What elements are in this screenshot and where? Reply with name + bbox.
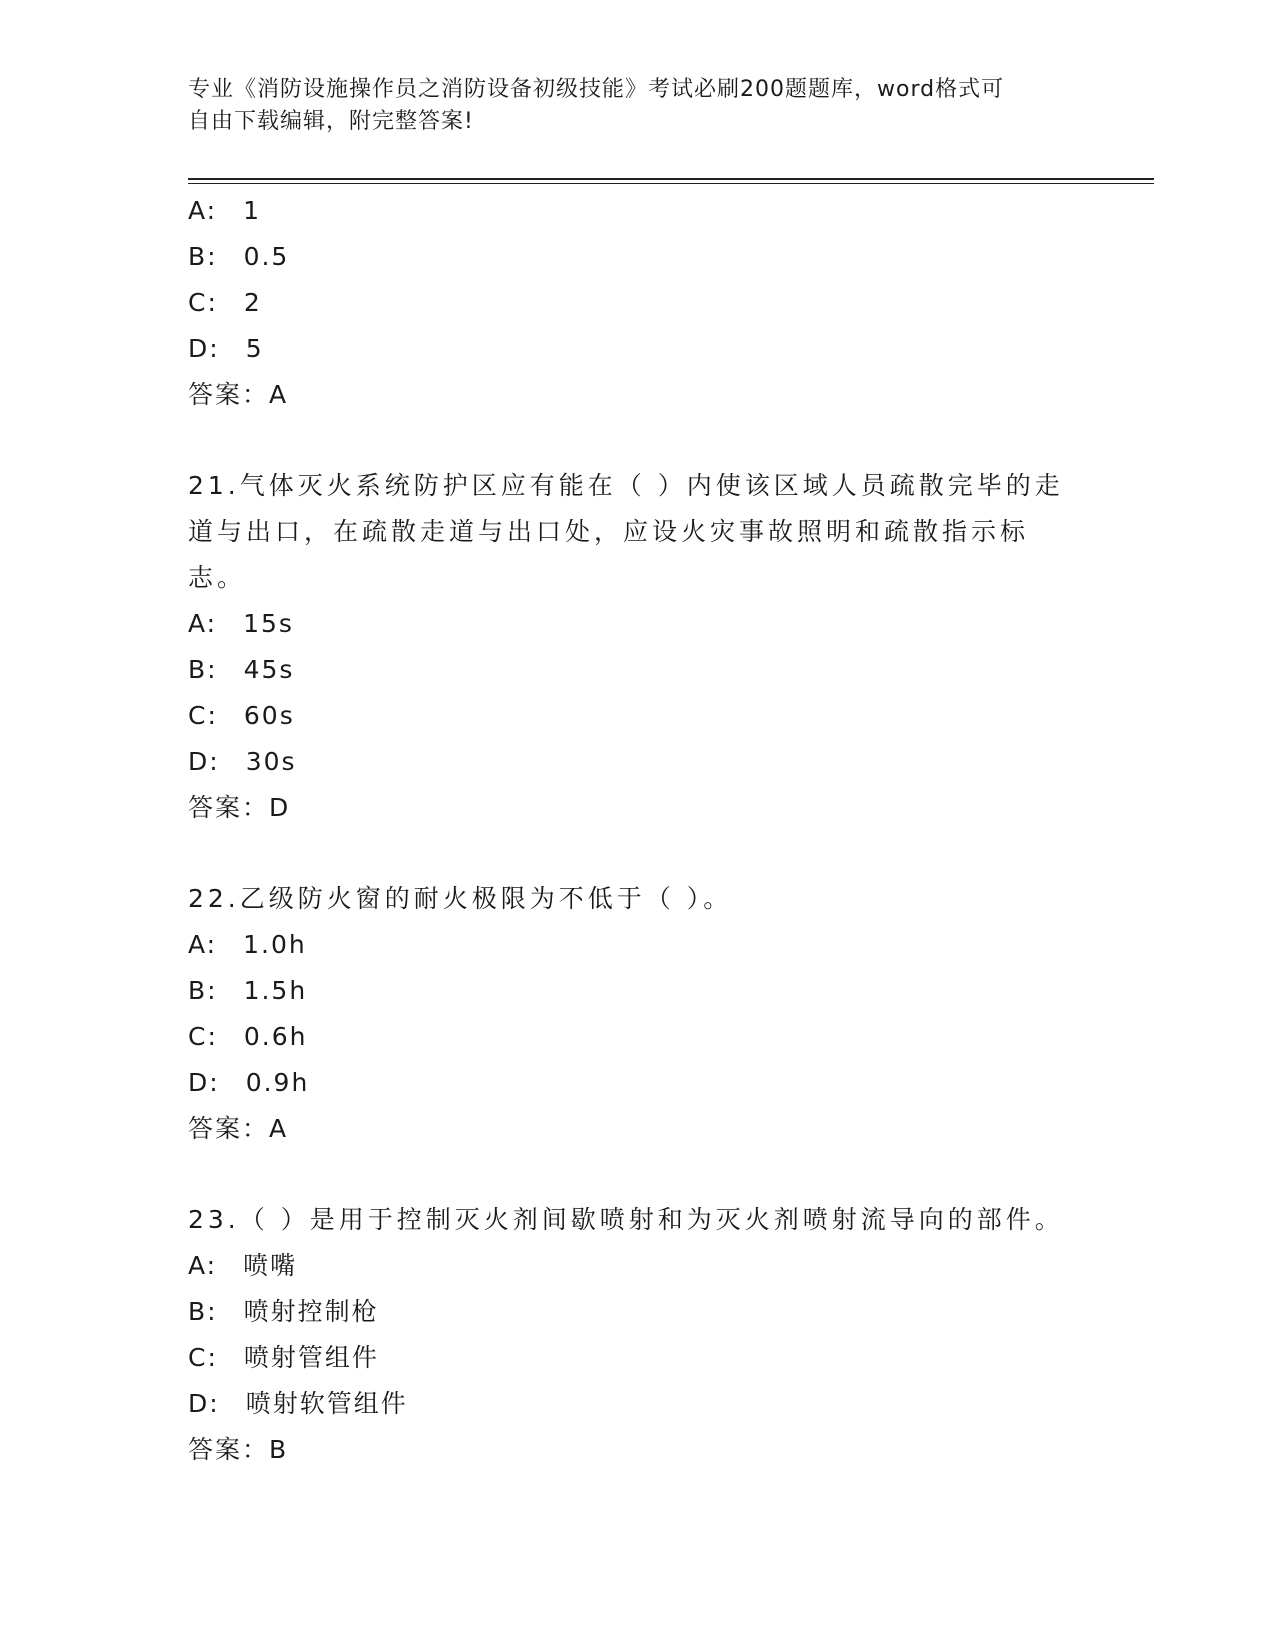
option-key: A: [188, 609, 218, 638]
option-text: 1.5h [243, 976, 308, 1005]
answer-value: A [269, 1114, 288, 1143]
option-text: 喷嘴 [243, 1251, 298, 1280]
answer-line [188, 785, 1088, 831]
answer-line [188, 1427, 1088, 1473]
option-key: A: [188, 1251, 218, 1280]
option-b [188, 647, 1088, 693]
option-key: D: [188, 1389, 220, 1418]
answer-line [188, 372, 1088, 418]
answer-label: 答案： [188, 380, 270, 409]
question-block-22 [188, 876, 1088, 1152]
answer-value: B [269, 1435, 288, 1464]
option-key: A: [188, 930, 218, 959]
question-stem: 22.乙级防火窗的耐火极限为不低于（ ）。 [188, 884, 733, 913]
option-text: 2 [243, 288, 262, 317]
answer-label: 答案： [188, 1114, 270, 1143]
option-a [188, 922, 1088, 968]
option-key: C: [188, 1343, 218, 1372]
answer-label: 答案： [188, 1435, 270, 1464]
option-text: 喷射控制枪 [243, 1297, 379, 1326]
header-divider-thick [188, 178, 1154, 180]
option-key: C: [188, 1022, 218, 1051]
header-divider-thin [188, 183, 1154, 184]
option-c [188, 1335, 1088, 1381]
option-text: 0.9h [245, 1068, 310, 1097]
option-key: D: [188, 1068, 220, 1097]
option-d [188, 739, 1088, 785]
answer-value: D [269, 793, 290, 822]
option-c [188, 1014, 1088, 1060]
header-title-line-2: 自由下载编辑，附完整答案! [188, 109, 474, 134]
option-key: B: [188, 242, 218, 271]
answer-line [188, 1106, 1088, 1152]
option-c [188, 280, 1088, 326]
question-block-21 [188, 463, 1088, 831]
option-key: B: [188, 1297, 218, 1326]
option-text: 15s [243, 609, 294, 638]
option-text: 5 [245, 334, 264, 363]
document-header [188, 74, 1068, 138]
option-c [188, 693, 1088, 739]
option-text: 喷射软管组件 [245, 1389, 408, 1418]
option-a [188, 1243, 1088, 1289]
option-a [188, 601, 1088, 647]
answer-label: 答案： [188, 793, 270, 822]
answer-value: A [269, 380, 288, 409]
option-key: D: [188, 334, 220, 363]
option-key: A: [188, 196, 218, 225]
question-stem: 21.气体灭火系统防护区应有能在（ ）内使该区域人员疏散完毕的走道与出口，在疏散走道与出口处，应设火灾事故照明和疏散指示标志。 [188, 471, 1064, 592]
option-text: 1 [243, 196, 261, 225]
option-text: 0.6h [243, 1022, 308, 1051]
option-text: 0.5 [243, 242, 290, 271]
question-list [188, 188, 1088, 1473]
option-b [188, 234, 1088, 280]
option-key: C: [188, 288, 218, 317]
option-text: 喷射管组件 [243, 1343, 379, 1372]
header-title-line-1: 专业《消防设施操作员之消防设备初级技能》考试必刷200题题库，word格式可 [188, 77, 1005, 102]
option-text: 60s [243, 701, 295, 730]
option-key: D: [188, 747, 220, 776]
option-b [188, 1289, 1088, 1335]
option-d [188, 1381, 1088, 1427]
option-text: 30s [245, 747, 297, 776]
option-key: B: [188, 655, 218, 684]
option-d [188, 326, 1088, 372]
option-key: B: [188, 976, 218, 1005]
question-block-prev [188, 188, 1088, 418]
option-key: C: [188, 701, 218, 730]
option-a [188, 188, 1088, 234]
option-d [188, 1060, 1088, 1106]
option-text: 1.0h [243, 930, 307, 959]
option-text: 45s [243, 655, 295, 684]
option-b [188, 968, 1088, 1014]
question-stem: 23.（ ）是用于控制灭火剂间歇喷射和为灭火剂喷射流导向的部件。 [188, 1205, 1064, 1234]
question-block-23 [188, 1197, 1088, 1473]
